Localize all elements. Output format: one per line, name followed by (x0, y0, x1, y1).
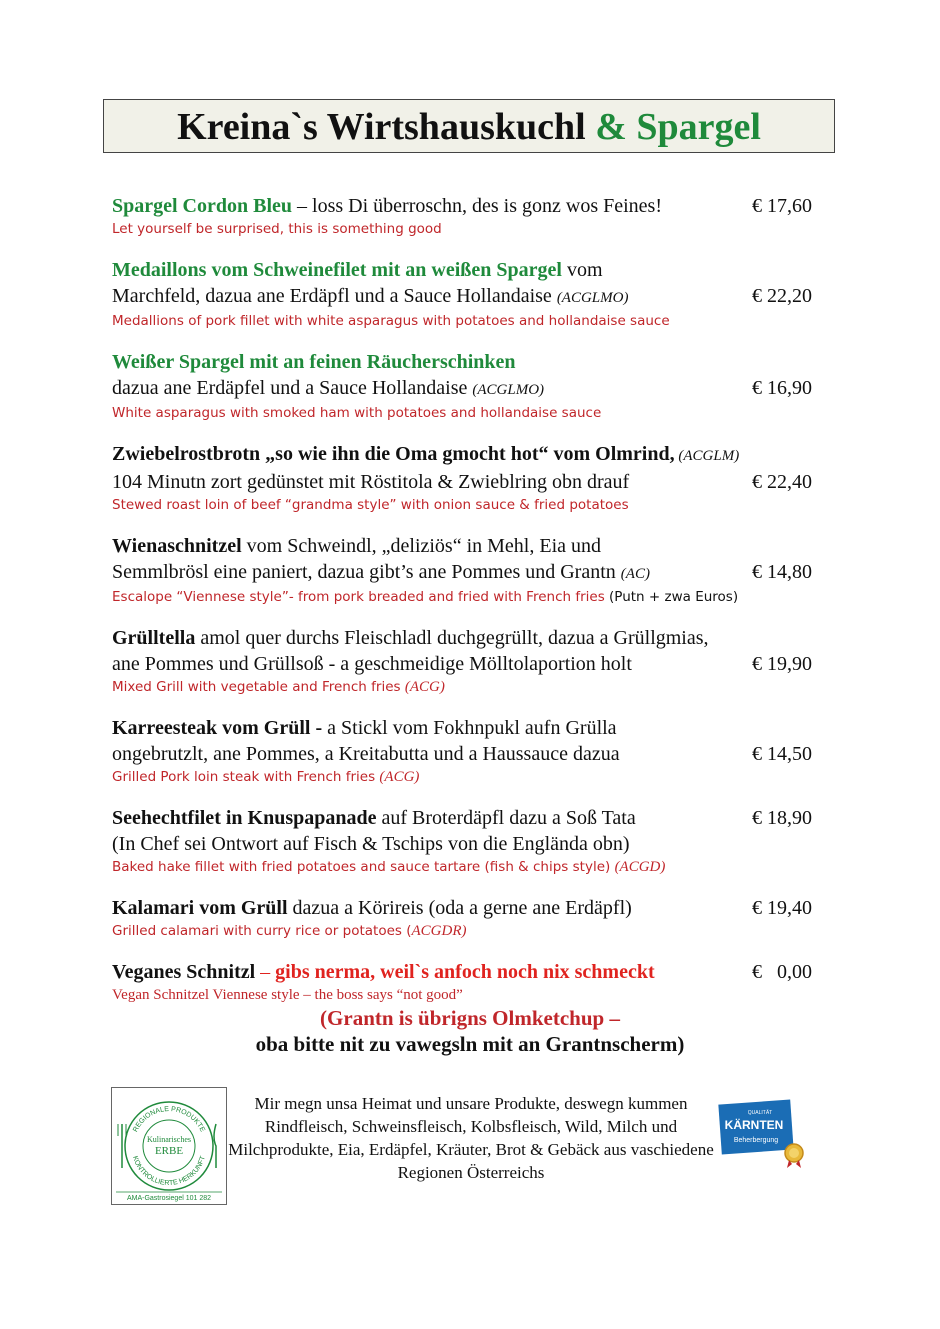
item-english-extra: (Putn + zwa Euros) (609, 589, 739, 605)
item-allergens: (ACGD) (614, 859, 666, 875)
item-allergens: (ACGLM) (674, 448, 740, 464)
seal-arc-bottom: KONTROLLIERTE HERKUNFT (131, 1155, 207, 1188)
logo-sub-text: Beherbergung (733, 1137, 779, 1144)
item-desc: a Stickl vom Fokhnpukl aufn Grülla (322, 717, 617, 739)
item-desc: ane Pommes und Grüllsoß - a geschmeidige Mölltolaportion holt (112, 653, 632, 675)
item-name: Seehechtfilet in Knuspapanade (112, 807, 377, 829)
item-english-text: Baked hake fillet with fried potatoes and sauce tartare (fish & chips style) (112, 859, 615, 875)
item-desc: dazua a Körireis (oda a gerne ane Erdäpfl) (287, 897, 632, 919)
menu-item (112, 625, 812, 697)
ketchup-note (0, 1005, 940, 1057)
item-name: Kalamari vom Grüll (112, 897, 288, 919)
item-desc-red: gibs nerma, weil`s anfoch noch nix schmeckt (275, 961, 655, 983)
menu-item (112, 441, 812, 515)
item-price: € 18,90 (752, 807, 812, 829)
item-english: White asparagus with smoked ham with potatoes and hollandaise sauce (112, 405, 602, 421)
item-english-text: Grilled calamari with curry rice or potatoes ( (112, 923, 412, 939)
seal-line1: Kulinarisches (147, 1135, 191, 1144)
item-english: Vegan Schnitzel Viennese style – the boss says “not good” (112, 987, 463, 1003)
item-desc: – (255, 961, 276, 983)
item-allergens: (ACG) (379, 769, 420, 785)
menu-item (112, 349, 812, 423)
menu-title (103, 99, 835, 153)
item-desc: Marchfeld, dazua ane Erdäpfl und a Sauce Hollandaise (112, 285, 557, 307)
menu-item (112, 959, 812, 1005)
item-price: € 17,60 (752, 195, 812, 217)
item-name: Weißer Spargel mit an feinen Räucherschinken (112, 351, 516, 373)
menu-item (112, 895, 812, 941)
item-allergens: (ACG) (404, 679, 445, 695)
item-english-text: Mixed Grill with vegetable and French fries (112, 679, 405, 695)
item-desc: Semmlbrösl eine paniert, dazua gibt’s ane Pommes und Grantn (112, 561, 621, 583)
item-name: Grülltella (112, 627, 196, 649)
kaernten-logo (718, 1098, 806, 1168)
item-english: Stewed roast loin of beef “grandma style” with onion sauce & fried potatoes (112, 497, 629, 513)
item-name: Spargel Cordon Bleu (112, 195, 293, 217)
item-allergens: (AC) (620, 566, 650, 582)
item-price: € 19,90 (752, 653, 812, 675)
logo-small-text: QUALITÄT (747, 1110, 773, 1116)
menu-item (112, 257, 812, 331)
footer-text: Mir megn unsa Heimat und unsare Produkte, deswegn kummen Rindfleisch, Schweinsfleisch, Kolbsfleisch, Wild, Milch und Milchprodukte, Eia, Erdäpfel, Kräuter, Brot & Gebäck aus vaschiedene Regionen Österreichs (228, 1094, 714, 1182)
item-name: Zwiebelrostbrotn „so wie ihn die Oma gmocht hot“ vom Olmrind, (112, 443, 675, 465)
item-english (112, 587, 812, 607)
logo-main-text: KÄRNTEN (724, 1118, 784, 1132)
item-allergens: (ACGLMO) (556, 290, 629, 306)
item-name: Veganes Schnitzl (112, 961, 256, 983)
item-price: € 0,00 (752, 961, 812, 983)
item-desc: – loss Di überroschn, des is gonz wos Feines! (292, 195, 662, 217)
item-name: Karreesteak vom Grüll - (112, 717, 323, 739)
note-line2: oba bitte nit zu vawegsln mit an Grantnscherm) (255, 1032, 685, 1056)
item-desc: 104 Minutn zort gedünstet mit Röstitola & Zwieblring obn drauf (112, 471, 630, 493)
item-price: € 22,20 (752, 285, 812, 307)
title-part2: & Spargel (595, 106, 761, 148)
item-desc: auf Broterdäpfl dazu a Soß Tata (376, 807, 636, 829)
item-desc: dazua ane Erdäpfel und a Sauce Hollandaise (112, 377, 473, 399)
item-english: Let yourself be surprised, this is something good (112, 221, 442, 237)
item-allergens: ACGDR) (411, 923, 467, 939)
item-english: Medallions of pork fillet with white asparagus with potatoes and hollandaise sauce (112, 313, 670, 329)
menu-item (112, 805, 812, 877)
item-desc: (In Chef sei Ontwort auf Fisch & Tschips von die Englända obn) (112, 833, 630, 855)
item-name: Wienaschnitzel (112, 535, 242, 557)
seal-arc-top: REGIONALE PRODUKTE (132, 1105, 206, 1134)
item-price: € 16,90 (752, 377, 812, 399)
seal-graphic (112, 1088, 226, 1204)
item-desc: vom (561, 259, 603, 281)
item-english (112, 921, 812, 941)
note-open-paren: ( (320, 1006, 328, 1030)
menu-item (112, 193, 812, 239)
item-english (112, 767, 812, 787)
item-price: € 19,40 (752, 897, 812, 919)
item-desc: ongebrutzlt, ane Pommes, a Kreitabutta und a Haussauce dazua (112, 743, 620, 765)
menu-item (112, 533, 812, 607)
item-desc: vom Schweindl, „deliziös“ in Mehl, Eia und (241, 535, 602, 557)
menu-items (112, 193, 812, 1023)
item-price: € 22,40 (752, 471, 812, 493)
item-desc: amol quer durchs Fleischladl duchgegrüllt, dazua a Grüllgmias, (195, 627, 709, 649)
item-english (112, 677, 812, 697)
item-english (112, 857, 812, 877)
seal-bottom-text: AMA-Gastrosiegel 101 282 (126, 1195, 212, 1202)
item-english-text: Escalope “Viennese style”- from pork breaded and fried with French fries (112, 589, 610, 605)
note-line1: Grantn is übrigns Olmketchup – (327, 1006, 620, 1030)
item-price: € 14,50 (752, 743, 812, 765)
ama-seal-logo (111, 1087, 227, 1205)
item-price: € 14,80 (752, 561, 812, 583)
title-part1: Kreina`s Wirtshauskuchl (177, 106, 586, 148)
item-english-text: Grilled Pork loin steak with French fries (112, 769, 380, 785)
seal-line2: ERBE (154, 1145, 184, 1157)
kaernten-graphic (718, 1098, 806, 1168)
item-name: Medaillons vom Schweinefilet mit an weißen Spargel (112, 259, 562, 281)
item-allergens: (ACGLMO) (472, 382, 545, 398)
menu-item (112, 715, 812, 787)
